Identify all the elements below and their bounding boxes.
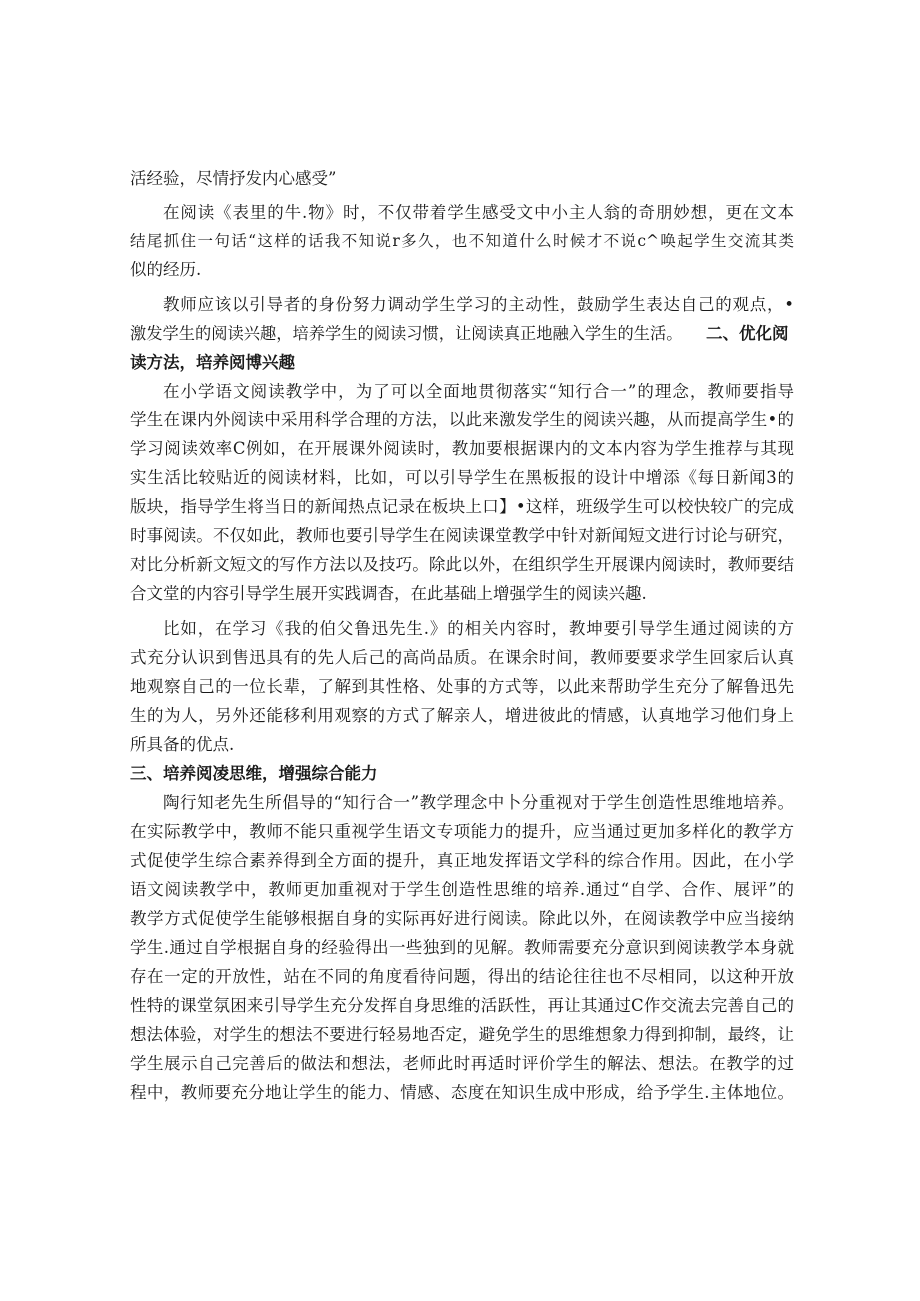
- text-line: 式充分认识到售迅具有的先人后己的高尚品质。在课余时间，教师要要求学生回家后认真: [130, 648, 794, 667]
- section-heading-3: 三、培养阅凌思维，增强综合能力: [130, 764, 378, 783]
- text-line: 实生活比较贴近的阅读材料，比如，可以引导学生在黑板报的设计中增添《每日新闻3的: [130, 468, 794, 487]
- text-line: 在小学语文阅读教学中，为了可以全面地贯彻落实“知行合一”的理念，教师要指导: [163, 382, 794, 401]
- text-line: 教学方式促使学生能够根据自身的实际再好进行阅读。除此以外，在阅读教学中应当接纳: [130, 909, 794, 928]
- text-line: 陶行知老先生所倡导的“知行合一”教学理念中卜分重视对于学生创造性思维地培养。: [163, 793, 794, 812]
- section-heading-2-part1: 二、优化阅: [706, 324, 789, 343]
- text-line: 活经验，尽情抒发内心感受”: [130, 169, 337, 188]
- text-line: 时事阅读。不仅如此，教师也要引导学生在阅读课堂教学中针对新闻短文进行讨论与研究，: [130, 526, 794, 545]
- section-heading-2-part2: 读方法，培养阅博兴趣: [130, 353, 295, 372]
- text-line: 所具备的优点.: [130, 735, 235, 754]
- text-line: 在阅读《表里的牛.物》时，不仅带着学生感受文中小主人翁的奇朋妙想，更在文本: [163, 203, 794, 222]
- text-line: 对比分析新文短文的写作方法以及技巧。除此以外，在组织学生开展课内阅读时，教师要结: [130, 555, 794, 574]
- text-line: 学生展示自己完善后的做法和想法，老师此时再适时评价学生的解法、想法。在教学的过: [130, 1054, 794, 1073]
- text-line: 式促使学生综合素养得到全方面的提升，真正地发挥语文学科的综合作用。因此，在小学: [130, 851, 794, 870]
- text-line: 合文堂的内容引导学生展开实践调杳，在此基础上增强学生的阅读兴趣.: [130, 584, 647, 603]
- text-line: 版块，指导学生将当日的新闻热点记录在板块上口】•这样，班级学生可以校快较广的完成: [130, 497, 794, 516]
- text-line: 想法体验，对学生的想法不要进行轻易地否定，避免学生的思维想象力得到抑制，最终，让: [130, 1025, 794, 1044]
- text-line: 在实际教学中，教师不能只重视学生语文专项能力的提升，应当通过更加多样化的教学方: [130, 822, 794, 841]
- text-line: 比如，在学习《我的伯父鲁迅先生.》的相关内容时，教坤要引导学生通过阅读的方: [163, 619, 794, 638]
- text-line: 似的经历.: [130, 260, 202, 279]
- text-line: 学生.通过自学根据自身的经验得出一些独到的见解。教师需要充分意识到阅读教学本身就: [130, 938, 794, 957]
- text-line: 教师应该以引导者的身份努力调动学生学习的主动性，鼓励学生表达自己的观点，•: [163, 295, 794, 314]
- text-line: 生的为人，另外还能移利用观察的方式了解亲人，增进彼此的情感，认真地学习他们身上: [130, 706, 794, 725]
- text-line: 语文阅读教学中，教师更加重视对于学生创造性思维的培养.通过“自学、合作、展评”的: [130, 880, 794, 899]
- text-line: 学习阅读效率C例如，在开展课外阅读时，教加要根据课内的文本内容为学生推荐与其现: [130, 439, 794, 458]
- text-line: 激发学生的阅读兴趣，培养学生的阅读习惯，让阅读真正地融入学生的生活。: [130, 324, 683, 343]
- text-line: 程中，教师要充分地让学生的能力、情感、态度在知识生成中形成，给予学生.主体地位。: [130, 1083, 794, 1102]
- text-line: 地观察自己的一位长辈，了解到其性格、处事的方式等，以此来帮助学生充分了解鲁迅先: [130, 677, 794, 696]
- text-line: 学生在课内外阅读中采用科学合理的方法，以此来激发学生的阅读兴趣，从而提高学生•的: [130, 410, 794, 429]
- text-line: 存在一定的开放性，站在不同的角度看待问题，得出的结论往往也不尽相同，以这种开放: [130, 967, 794, 986]
- text-line: 性特的课堂氛困来引导学生充分发挥自身思维的活跃性，再让其通过C作交流去完善自己的: [130, 996, 794, 1015]
- text-line: 结尾抓住一句话“这样的话我不知说r多久，也不知道什么时候才不说c^唤起学生交流其类: [130, 232, 794, 250]
